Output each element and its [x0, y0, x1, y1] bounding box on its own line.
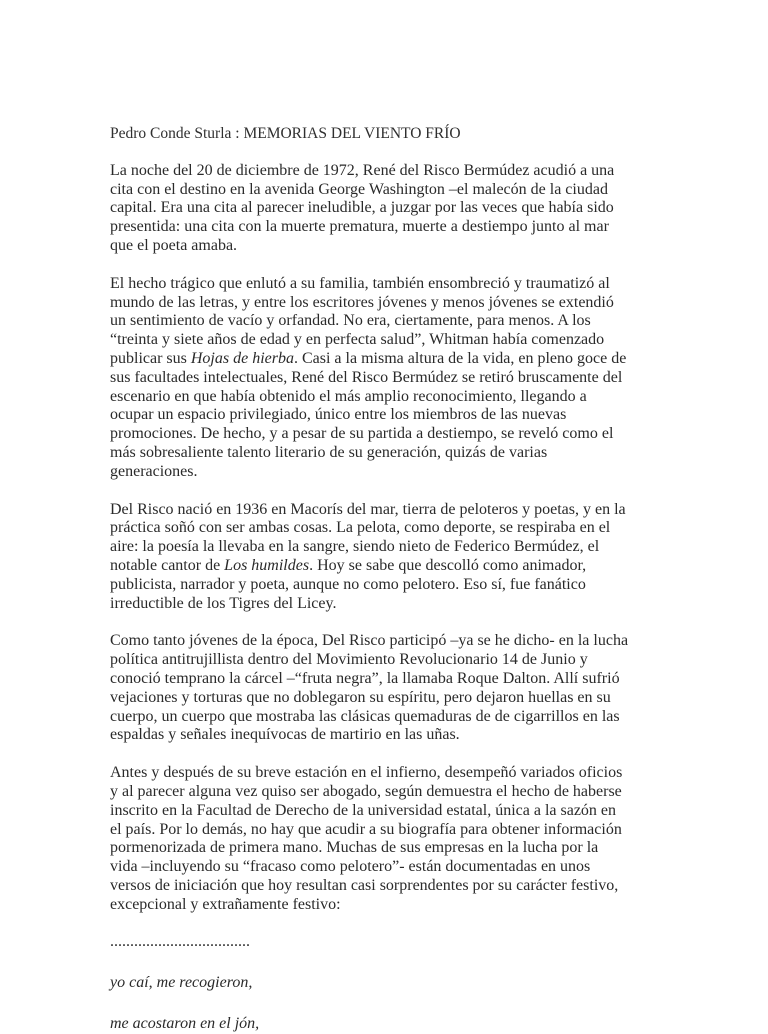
- text-line: aire: la poesía la llevaba en la sangre, siendo nieto de Federico Bermúdez, el: [110, 538, 600, 556]
- ellipsis-divider: ...................................: [110, 933, 250, 951]
- paragraph-1: [110, 162, 668, 256]
- text-line: capital. Era una cita al parecer ineludible, a juzgar por las veces que había sido: [110, 199, 614, 217]
- text-line: escenario en que había obtenido el más amplio reconocimiento, llegando a: [110, 387, 587, 405]
- text-line: ocupar un espacio privilegiado, único entre los miembros de las nuevas: [110, 406, 567, 424]
- text-line: El hecho trágico que enlutó a su familia, también ensombreció y traumatizó al: [110, 274, 610, 292]
- text-line: cita con el destino en la avenida George Washington –el malecón de la ciudad: [110, 180, 608, 198]
- text-line: versos de iniciación que hoy resultan casi sorprendentes por su carácter festivo,: [110, 876, 619, 894]
- text-line: La noche del 20 de diciembre de 1972, René del Risco Bermúdez acudió a una: [110, 161, 615, 179]
- text-line: “treinta y siete años de edad y en perfecta salud”, Whitman había comenzado: [110, 331, 605, 349]
- text-line: más sobresaliente talento literario de su generación, quizás de varias: [110, 443, 548, 461]
- verse-line: me acostaron en el jón,: [110, 1015, 260, 1033]
- text-line: presentida: una cita con la muerte prematura, muerte a destiempo junto al mar: [110, 218, 609, 236]
- text-segment: publicar sus: [110, 349, 191, 367]
- text-line: Como tanto jóvenes de la época, Del Risco participó –ya se he dicho- en la lucha: [110, 632, 629, 650]
- text-line: cuerpo, un cuerpo que mostraba las clásicas quemaduras de de cigarrillos en las: [110, 707, 620, 725]
- book-title: Los humildes: [224, 556, 310, 574]
- text-segment: . Hoy se sabe que descolló como animador,: [309, 556, 587, 574]
- text-line: Del Risco nació en 1936 en Macorís del mar, tierra de peloteros y poetas, y en la: [110, 500, 626, 518]
- text-line: promociones. De hecho, y a pesar de su partida a destiempo, se reveló como el: [110, 425, 614, 443]
- text-line: [110, 557, 668, 576]
- text-line: vida –incluyendo su “fracaso como pelotero”- están documentadas en unos: [110, 858, 591, 876]
- text-line: excepcional y extrañamente festivo:: [110, 895, 341, 913]
- text-line: que el poeta amaba.: [110, 236, 238, 254]
- text-segment: notable cantor de: [110, 556, 225, 574]
- text-line: el país. Por lo demás, no hay que acudir a su biografía para obtener información: [110, 820, 622, 838]
- text-line: un sentimiento de vacío y orfandad. No era, ciertamente, para menos. A los: [110, 312, 591, 330]
- text-line: espaldas y señales inequívocas de martirio en las uñas.: [110, 726, 460, 744]
- text-line: práctica soñó con ser ambas cosas. La pelota, como deporte, se respiraba en el: [110, 519, 611, 537]
- text-line: conoció temprano la cárcel –“fruta negra”, la llamaba Roque Dalton. Allí sufrió: [110, 669, 620, 687]
- text-line: generaciones.: [110, 462, 198, 480]
- text-segment: . Casi a la misma altura de la vida, en pleno goce de: [293, 349, 627, 367]
- paragraph-5: [110, 764, 668, 914]
- paragraph-4: [110, 632, 668, 745]
- text-line: y al parecer alguna vez quiso ser abogado, según demuestra el hecho de haberse: [110, 782, 622, 800]
- text-line: mundo de las letras, y entre los escritores jóvenes y menos jóvenes se extendió: [110, 293, 614, 311]
- text-line: sus facultades intelectuales, René del Risco Bermúdez se retiró bruscamente del: [110, 368, 623, 386]
- text-line: irreductible de los Tigres del Licey.: [110, 594, 337, 612]
- verse-line: yo caí, me recogieron,: [110, 974, 253, 992]
- text-line: publicista, narrador y poeta, aunque no como pelotero. Eso sí, fue fanático: [110, 575, 586, 593]
- text-line: pormenorizada de primera mano. Muchas de sus empresas en la lucha por la: [110, 839, 599, 857]
- text-line: política antitrujillista dentro del Movimiento Revolucionario 14 de Junio y: [110, 651, 588, 669]
- text-line: Antes y después de su breve estación en el infierno, desempeñó variados oficios: [110, 764, 623, 782]
- text-line: vejaciones y torturas que no doblegaron su espíritu, pero dejaron huellas en su: [110, 688, 611, 706]
- document-title: Pedro Conde Sturla : MEMORIAS DEL VIENTO FRÍO: [110, 125, 461, 142]
- paragraph-2: [110, 275, 668, 482]
- book-title: Hojas de hierba: [190, 349, 294, 367]
- text-line: inscrito en la Facultad de Derecho de la universidad estatal, única a la sazón en: [110, 801, 617, 819]
- text-line: [110, 350, 668, 369]
- paragraph-3: [110, 501, 668, 614]
